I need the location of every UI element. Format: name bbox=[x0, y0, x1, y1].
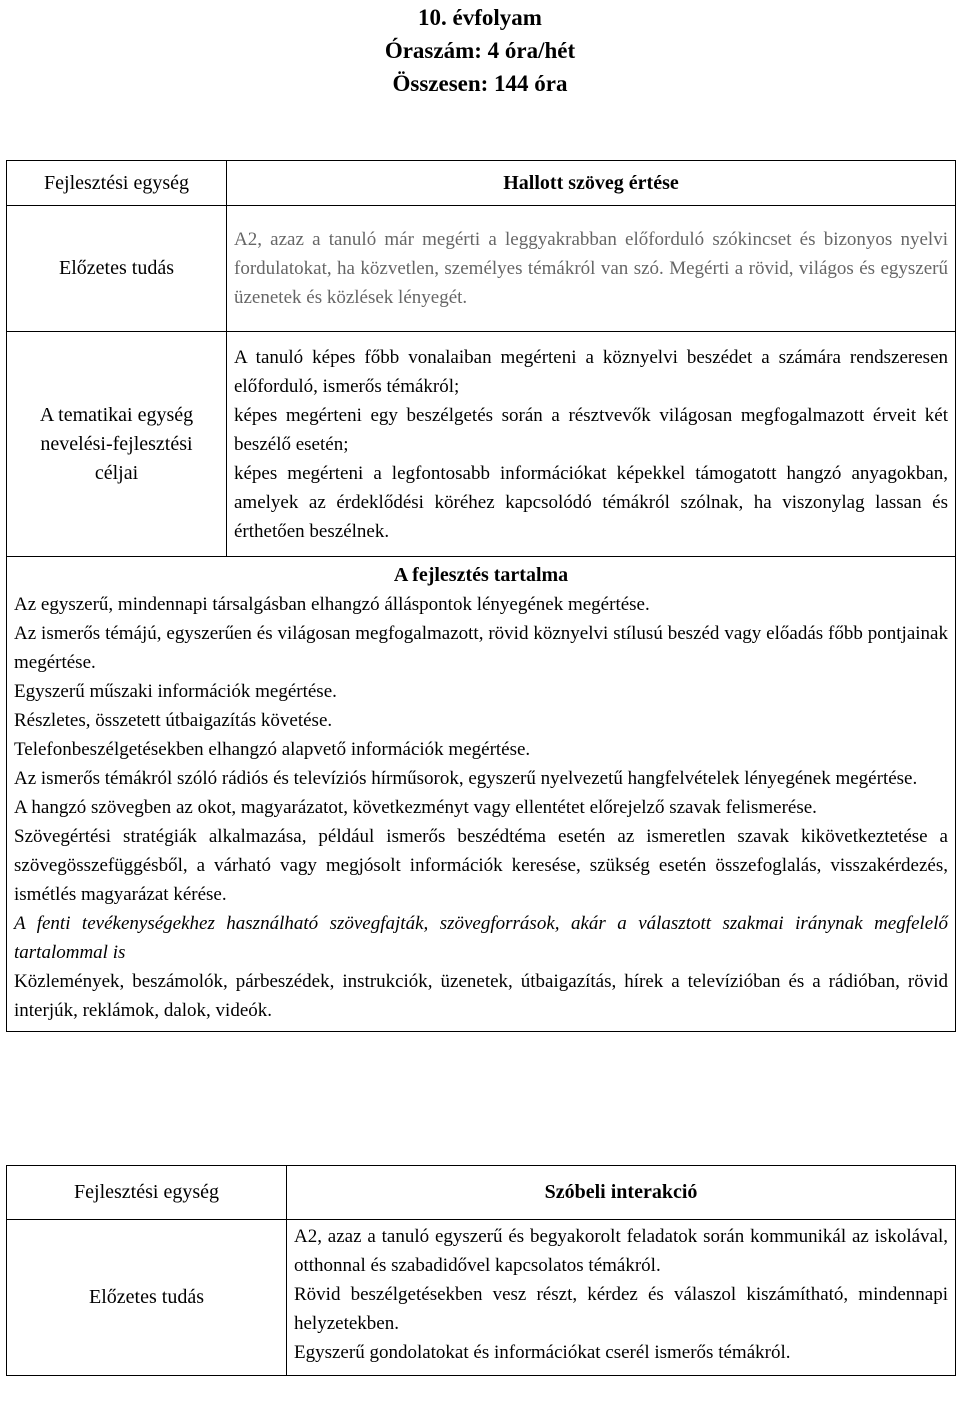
prior-knowledge-cell bbox=[227, 206, 956, 332]
content-item: Szövegértési stratégiák alkalmazása, például ismerős beszédtéma esetén az ismeretlen szavak kikövetkeztetése a szövegösszefüggésből, a várható vagy megjósolt információk keresése, szükség esetén összefoglalás, visszakérdezés, ismétlés magyarázat kérése. bbox=[14, 826, 948, 905]
prior-knowledge-item: A2, azaz a tanuló egyszerű és begyakorolt feladatok során kommunikál az iskolával, otthonnal és szabadidővel kapcsolatos témákról. bbox=[294, 1226, 948, 1276]
goal-paragraph: képes megérteni egy beszélgetés során a résztvevők világosan megfogalmazott érveit két beszélő esetén; bbox=[234, 404, 948, 455]
content-cell bbox=[7, 557, 956, 1032]
unit-label: Fejlesztési egység bbox=[44, 171, 189, 194]
weekly-hours: Óraszám: 4 óra/hét bbox=[384, 38, 576, 63]
content-item: A hangzó szövegben az okot, magyarázatot, következményt vagy ellentétet előrejelző szavak felismerése. bbox=[14, 797, 817, 818]
content-item: Egyszerű műszaki információk megértése. bbox=[14, 681, 337, 702]
unit-title: Hallott szöveg értése bbox=[503, 171, 679, 194]
listening-comprehension-table bbox=[6, 160, 956, 1032]
goal-paragraph: A tanuló képes főbb vonalaiban megérteni a köznyelvi beszédet a számára rendszeresen előforduló, ismerős témákról; bbox=[234, 346, 948, 397]
unit-label: Fejlesztési egység bbox=[74, 1181, 219, 1203]
text-types-heading: A fenti tevékenységekhez használható szövegfajták, szövegforrások, akár a választott szakmai iránynak megfelelő tartalommal is bbox=[14, 913, 948, 963]
unit-title: Szóbeli interakció bbox=[544, 1181, 698, 1203]
text-types-list: Közlemények, beszámolók, párbeszédek, instrukciók, üzenetek, útbaigazítás, hírek a televízióban és a rádióban, rövid interjúk, reklámok, dalok, videók. bbox=[14, 971, 948, 1021]
content-item: Az ismerős témájú, egyszerűen és világosan megfogalmazott, rövid köznyelvi stílusú beszéd vagy előadás főbb pontjainak megértése. bbox=[14, 623, 948, 673]
content-item: Telefonbeszélgetésekben elhangzó alapvető információk megértése. bbox=[14, 739, 531, 760]
unit-label-cell bbox=[7, 1166, 287, 1220]
content-item: Részletes, összetett útbaigazítás követése. bbox=[14, 710, 333, 731]
prior-knowledge-cell bbox=[287, 1220, 956, 1376]
prior-knowledge-item: Egyszerű gondolatokat és információkat cserél ismerős témákról. bbox=[294, 1342, 791, 1363]
goals-cell bbox=[227, 332, 956, 557]
goals-label-line: A tematikai egység bbox=[39, 403, 194, 426]
goal-paragraph: képes megérteni a legfontosabb információkat képekkel támogatott hangzó anyagokban, amelyek az érdeklődési köréhez kapcsolódó témákról szólnak, ha viszonylag lassan és érthetően beszélnek. bbox=[234, 462, 948, 542]
document-header bbox=[0, 0, 960, 100]
prior-knowledge-label-cell bbox=[7, 1220, 287, 1376]
grade-title: 10. évfolyam bbox=[418, 5, 542, 30]
goals-label-cell bbox=[7, 332, 227, 557]
unit-title-cell bbox=[287, 1166, 956, 1220]
content-item: Az ismerős témákról szóló rádiós és televíziós hírműsorok, egyszerű nyelvezetű hangfelvételek lényegének megértése. bbox=[14, 768, 918, 789]
goals-label-line: nevelési-fejlesztési bbox=[40, 432, 193, 455]
content-title: A fejlesztés tartalma bbox=[393, 564, 569, 586]
prior-knowledge-label: Előzetes tudás bbox=[59, 257, 174, 279]
prior-knowledge-label: Előzetes tudás bbox=[89, 1286, 204, 1308]
prior-knowledge-item: Rövid beszélgetésekben vesz részt, kérdez és válaszol kiszámítható, mindennapi helyzetekben. bbox=[294, 1284, 948, 1334]
content-item: Az egyszerű, mindennapi társalgásban elhangzó álláspontok lényegének megértése. bbox=[14, 594, 650, 615]
prior-knowledge-text: A2, azaz a tanuló már megérti a leggyakrabban előforduló szókincset és bizonyos nyelvi fordulatokat, ha közvetlen, személyes témákról van szó. Megérti a rövid, világos és egyszerű üzenetek és közlések lényegét. bbox=[234, 229, 948, 308]
goals-label-line: céljai bbox=[94, 461, 139, 484]
total-hours: Összesen: 144 óra bbox=[392, 71, 568, 96]
oral-interaction-table bbox=[6, 1165, 956, 1376]
unit-title-cell bbox=[227, 161, 956, 206]
prior-knowledge-label-cell bbox=[7, 206, 227, 332]
unit-label-cell bbox=[7, 161, 227, 206]
